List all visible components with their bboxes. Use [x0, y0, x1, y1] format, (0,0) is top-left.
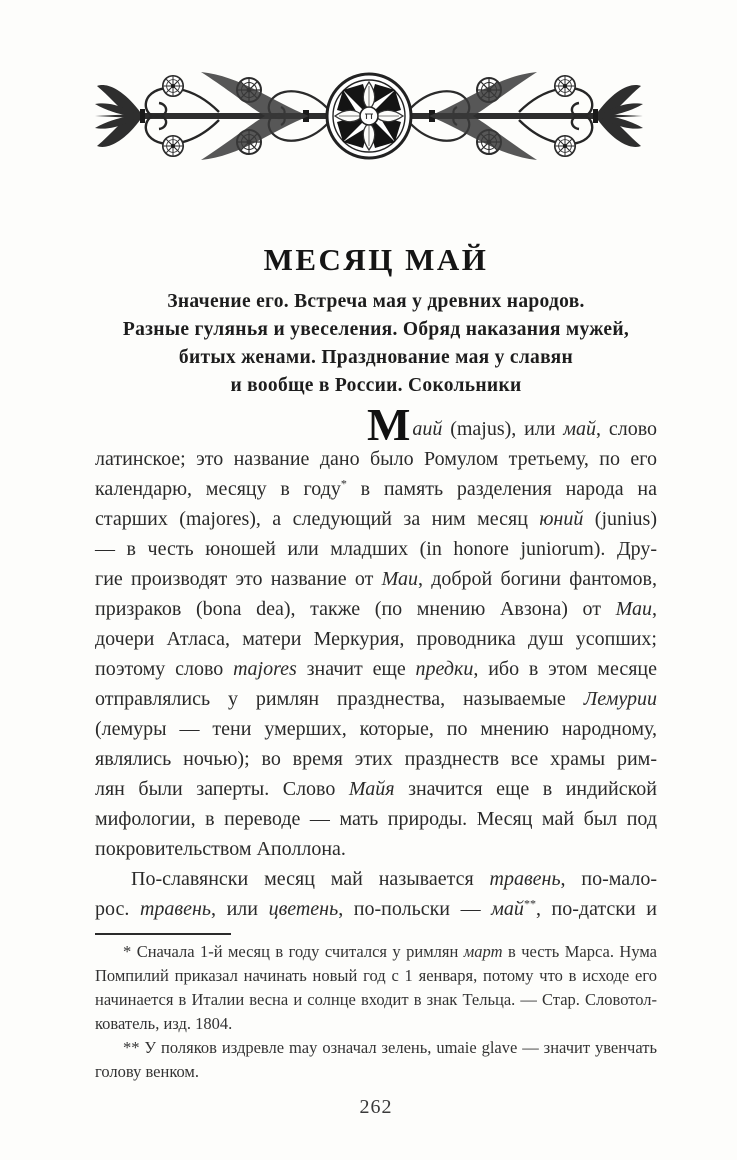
body-text — [95, 399, 657, 924]
text-segment: , ибо в этом месяце — [473, 658, 657, 680]
ornament-vignette — [95, 60, 643, 172]
text-segment: поэтому слово — [95, 658, 234, 680]
text-line — [95, 684, 657, 714]
text-line — [95, 1012, 657, 1036]
text-segment: значит еще — [296, 658, 416, 680]
footnote-divider — [95, 933, 231, 935]
text-segment: рос. — [95, 898, 140, 920]
footnote-2 — [95, 1036, 657, 1084]
text-segment: гие производят это название от — [95, 568, 382, 590]
paragraph-2 — [95, 864, 657, 924]
ornament-medallion — [327, 74, 411, 158]
page-title: МЕСЯЦ МАЙ — [263, 242, 489, 277]
text-segment: травень — [139, 898, 211, 920]
text-segment: По-славянски месяц май называется — [131, 868, 490, 890]
text-segment: Лемурии — [583, 688, 657, 710]
text-segment: (junius) — [583, 508, 657, 530]
paragraph-1 — [95, 399, 657, 864]
text-line — [95, 988, 657, 1012]
ornament-vignette-svg — [95, 60, 643, 172]
text-column — [95, 242, 657, 1119]
text-segment: в честь Марса. Нума — [502, 942, 657, 961]
text-segment: , слово — [596, 418, 657, 440]
text-line — [95, 624, 657, 654]
text-segment: май — [563, 418, 597, 440]
text-segment: majores — [233, 658, 297, 680]
text-segment: , по-мало- — [560, 868, 657, 890]
subtitle-line: битых женами. Празднование мая у славян — [178, 347, 574, 368]
text-segment: ** — [523, 896, 536, 911]
text-segment: травень — [489, 868, 561, 890]
text-segment: , по-датски и — [535, 898, 657, 920]
text-segment: (лемуры — тени умерших, которые, по мнению народному, — [95, 718, 657, 740]
subtitle-line: и вообще в России. Сокольники — [230, 375, 522, 396]
text-segment: кователь, изд. 1804. — [95, 1014, 233, 1033]
text-line — [95, 444, 657, 474]
text-segment: в память разделения народа на — [346, 478, 657, 500]
text-segment: Маи — [381, 568, 418, 590]
text-line — [95, 474, 657, 504]
text-segment: предки — [415, 658, 474, 680]
text-segment: призраков (bona dea), также (по мнению Авзона) от — [95, 598, 616, 620]
text-segment: лян были заперты. Слово — [95, 778, 349, 800]
text-segment: отправлялись у римлян празднества, называемые — [95, 688, 584, 710]
text-segment: (majus), или — [442, 418, 564, 440]
text-segment: Маи — [615, 598, 652, 620]
text-segment: * — [340, 476, 347, 491]
text-segment: , доброй богини фантомов, — [417, 568, 657, 590]
text-line — [95, 834, 657, 864]
text-segment: мифологии, в переводе — мать природы. Месяц май был под — [95, 808, 657, 830]
text-segment: , или — [211, 898, 269, 920]
text-segment: начинается в Италии весна и солнце входит в знак Тельца. — Стар. Словотол- — [95, 990, 657, 1009]
text-line — [95, 564, 657, 594]
text-segment: март — [463, 942, 503, 961]
text-line — [95, 654, 657, 684]
text-line — [95, 774, 657, 804]
footnotes — [95, 940, 657, 1084]
text-line — [95, 744, 657, 774]
text-segment: дочери Атласа, матери Меркурия, проводника душ усопших; — [95, 628, 657, 650]
text-line — [95, 940, 657, 964]
text-segment: * Сначала 1-й месяц в году считался у римлян — [123, 942, 464, 961]
text-segment: май — [491, 898, 524, 920]
text-line — [95, 714, 657, 744]
text-segment: значится еще в индийской — [394, 778, 657, 800]
text-line — [95, 1036, 657, 1060]
text-line — [95, 864, 657, 894]
text-segment: покровительством Аполлона. — [95, 838, 346, 860]
footnote-1 — [95, 940, 657, 1036]
text-line — [95, 399, 657, 450]
text-segment: , — [652, 598, 657, 620]
text-segment: ** У поляков издревле may означал зелень, umaie glave — значит увенчать — [123, 1038, 657, 1057]
text-segment: аий — [412, 418, 443, 440]
text-line — [95, 534, 657, 564]
text-segment: календарю, месяцу в году — [95, 478, 341, 500]
subtitle-line: Разные гулянья и увеселения. Обряд наказания мужей, — [122, 319, 630, 340]
subtitle-line: Значение его. Встреча мая у древних народов. — [167, 291, 585, 312]
text-segment: Помпилий приказал начинать новый год с 1 яенваря, потому что в исходе его — [95, 966, 657, 985]
text-segment: юний — [539, 508, 584, 530]
text-segment: цветень — [268, 898, 339, 920]
text-line — [95, 804, 657, 834]
drop-cap: М — [367, 399, 411, 450]
text-segment: — в честь юношей или младших (in honore juniorum). Дру- — [95, 538, 657, 560]
page-number: 262 — [359, 1096, 393, 1118]
text-line — [95, 1060, 657, 1084]
chapter-subtitle — [95, 288, 657, 400]
text-segment: , по-польски — — [338, 898, 492, 920]
text-segment: являлись ночью); во время этих празднеств все храмы рим- — [95, 748, 657, 770]
text-line — [95, 504, 657, 534]
text-segment: голову венком. — [95, 1062, 200, 1081]
text-line — [95, 594, 657, 624]
text-segment: старших (majores), а следующий за ним месяц — [95, 508, 540, 530]
text-line — [95, 894, 657, 924]
text-line — [95, 964, 657, 988]
text-segment: Майя — [348, 778, 395, 800]
text-segment: латинское; это название дано было Ромулом третьему, по его — [95, 448, 657, 470]
